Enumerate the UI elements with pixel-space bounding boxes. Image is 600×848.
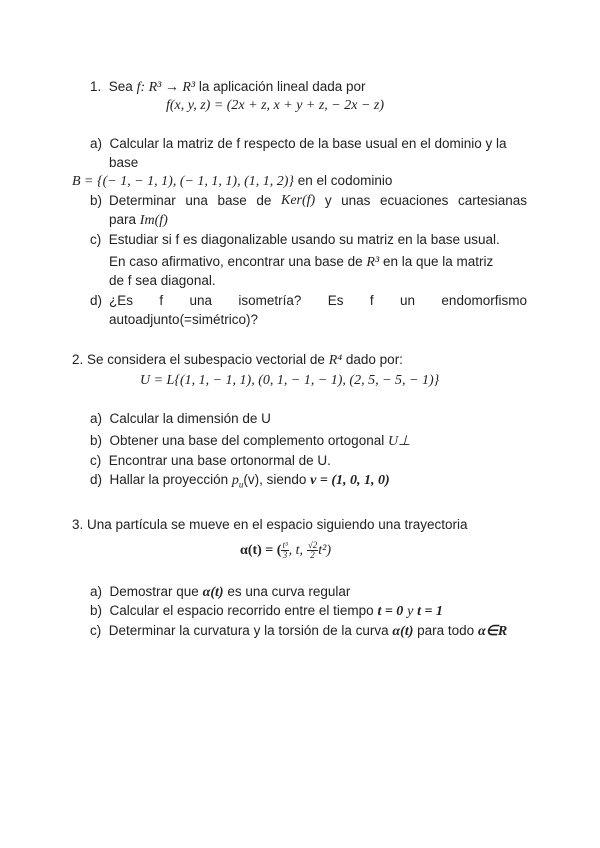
t-eq-1: t = 1 <box>417 604 443 619</box>
p1-item-d <box>90 293 102 309</box>
p1-item-b-line1 <box>109 193 527 209</box>
p1-basis: B = {(− 1, − 1, 1), (− 1, 1, 1), (1, 1, 2)} <box>72 174 295 189</box>
p1-intro-rest: la aplicación lineal dada por <box>198 79 366 94</box>
word: cartesianas <box>457 193 527 208</box>
frac-t3-over-3 <box>281 541 288 560</box>
p1-item-a-marker: a) <box>90 136 103 151</box>
p3-item-b-text: Calcular el espacio recorrido entre el tiempo <box>109 603 374 618</box>
t-eq-0: t = 0 <box>377 604 404 619</box>
alpha-lhs: α(t) = ( <box>240 543 282 558</box>
r3: R³ <box>366 255 380 270</box>
p1-number: 1. <box>90 79 102 94</box>
p3-item-c-marker: c) <box>90 623 102 638</box>
word: una <box>185 193 208 208</box>
p2-item-a-text: Calcular la dimensión de U <box>109 411 271 426</box>
word: una <box>189 293 213 308</box>
frac2-den: 2 <box>310 549 315 560</box>
p3-item-b-marker: b) <box>90 603 103 618</box>
p2-item-d-marker: d) <box>90 472 103 487</box>
y-word: y <box>407 604 414 619</box>
word: para <box>109 212 137 227</box>
ker-f: Ker(f) <box>281 193 316 208</box>
p1-item-c-line2 <box>109 254 493 271</box>
text: En caso afirmativo, encontrar una base de <box>109 254 363 269</box>
word: f <box>159 293 164 308</box>
word: Determinar <box>109 193 176 208</box>
frac2-num: √2 <box>307 539 318 550</box>
word: ¿Es <box>109 293 134 308</box>
p2-item-c-marker: c) <box>90 453 102 468</box>
p3-number: 3. <box>72 517 84 532</box>
p2-item-d <box>90 472 390 493</box>
text: en la que la matriz <box>382 254 494 269</box>
p2-formula: U = L{(1, 1, − 1, 1), (0, 1, − 1, − 1), (2, 5, − 5, − 1)} <box>140 373 440 388</box>
alpha-t: α(t) <box>202 585 224 600</box>
p2-item-b-text: Obtener una base del complemento ortogonal <box>109 433 385 448</box>
p3-item-c-text: Determinar la curvatura y la torsión de la curva <box>108 623 389 638</box>
word: Es <box>327 293 344 308</box>
p1-item-a-line2: base <box>109 155 139 170</box>
p1-item-b <box>90 193 102 209</box>
p2-intro: Se considera el subespacio vectorial de <box>87 352 325 367</box>
p1-item-a-line1: Calcular la matriz de f respecto de la base usual en el dominio y la <box>109 136 507 151</box>
p2-item-c-text: Encontrar una base ortonormal de U. <box>108 453 331 468</box>
alpha-tail: t²) <box>318 543 332 558</box>
p2-intro-rest: dado por: <box>345 352 403 367</box>
p3-item-c-text-b: para todo <box>417 623 475 638</box>
p2-item-d-text: Hallar la proyección <box>109 472 229 487</box>
r4: R⁴ <box>328 353 343 368</box>
p1-item-d-line2: autoadjunto(=simétrico)? <box>109 312 258 327</box>
p1-intro-line <box>90 79 366 96</box>
word: endomorfismo <box>441 293 527 308</box>
p2-item-b-marker: b) <box>90 433 103 448</box>
p3-item-a-text-b: es una curva regular <box>227 584 351 599</box>
p3-item-b <box>90 603 443 620</box>
p1-item-b-marker: b) <box>90 193 103 208</box>
proj-p: p <box>231 473 239 488</box>
p2-item-b <box>90 433 410 450</box>
alpha-mid: , t, <box>288 543 304 558</box>
p1-item-a <box>90 136 507 152</box>
p1-intro: Sea <box>108 79 133 94</box>
p1-item-c <box>90 232 500 248</box>
p3-item-c <box>90 623 507 640</box>
frac-sqrt2-over-2 <box>307 541 318 560</box>
u-perp: U⊥ <box>387 434 411 449</box>
word: ecuaciones <box>380 193 449 208</box>
p2-item-c <box>90 453 331 469</box>
v-vector: v = (1, 0, 1, 0) <box>310 473 390 488</box>
p1-basis-rest: en el codominio <box>297 173 393 188</box>
p3-formula <box>240 540 331 561</box>
p1-f-map: f: R³ → R³ <box>136 80 196 95</box>
p2-intro-line <box>72 352 403 369</box>
word: isometría? <box>238 293 302 308</box>
frac1-den: 3 <box>282 549 288 560</box>
word: y <box>324 193 332 208</box>
proj-arg: (v), siendo <box>243 472 307 487</box>
p3-item-a <box>90 584 350 601</box>
p1-formula: f(x, y, z) = (2x + z, x + y + z, − 2x − z) <box>166 98 385 113</box>
p3-intro: Una partícula se mueve en el espacio siguiendo una trayectoria <box>87 517 468 532</box>
word: un <box>400 293 416 308</box>
p2-item-a-marker: a) <box>90 411 103 426</box>
p3-item-a-text: Demostrar que <box>109 584 199 599</box>
p2-item-a <box>90 411 271 427</box>
p1-item-c-line3: de f sea diagonal. <box>109 273 216 288</box>
word: base <box>217 193 247 208</box>
p1-item-d-marker: d) <box>90 293 103 308</box>
p1-item-c-line1: Estudiar si f es diagonalizable usando su matriz en la base usual. <box>108 232 500 247</box>
p3-intro-line <box>72 517 468 533</box>
p1-item-d-line1 <box>109 293 527 309</box>
alpha-t: α(t) <box>392 624 414 639</box>
frac1-num: t³ <box>282 539 288 550</box>
p1-item-c-marker: c) <box>90 232 102 247</box>
p3-item-a-marker: a) <box>90 584 103 599</box>
p1-basis-line <box>72 173 392 190</box>
word: unas <box>341 193 371 208</box>
im-f: Im(f) <box>139 213 168 228</box>
word: de <box>256 193 272 208</box>
word: f <box>369 293 374 308</box>
p2-number: 2. <box>72 352 84 367</box>
alpha-in-r: α∈R <box>477 624 508 639</box>
p1-item-b-line2 <box>109 212 168 229</box>
proj-sub: u <box>238 479 244 490</box>
